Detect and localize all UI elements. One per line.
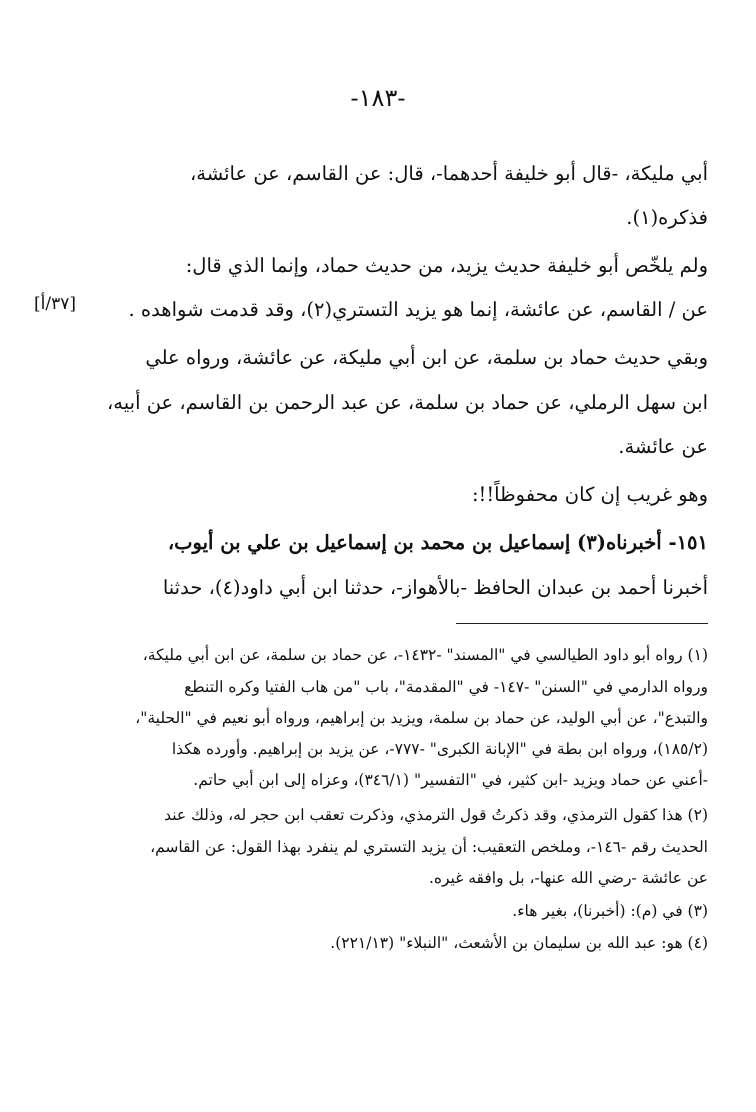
page-number: -١٨٣- [350,84,406,112]
footnote-1-line-2: ورواه الدارمي في "السنن" -١٤٧- في "المقدمة"، باب "من هاب الفتيا وكره التنطع [184,678,708,696]
margin-folio-reference: [٣٧/أ] [34,294,76,314]
body-line-4: عن / القاسم، عن عائشة، إنما هو يزيد التستري(٢)، وقد قدمت شواهده . [128,298,708,321]
body-line-10: أخبرنا أحمد بن عبدان الحافظ -بالأهواز-، حدثنا ابن أبي داود(٤)، حدثنا [162,576,708,599]
footnote-2-line-1: (٢) هذا كقول الترمذي، وقد ذكرتُ قول الترمذي، وذكرت تعقب ابن حجر له، وذلك عند [164,806,708,824]
body-line-6: ابن سهل الرملي، عن حماد بن سلمة، عن عبد الرحمن بن القاسم، عن أبيه، [107,391,708,414]
hadith-151-line: ١٥١- أخبرناه(٣) إسماعيل بن محمد بن إسماعيل بن علي بن أيوب، [167,531,708,554]
footnote-separator [456,623,708,624]
footnote-3: (٣) في (م): (أخبرنا)، بغير هاء. [512,902,708,920]
body-line-3: ولم يلخّص أبو خليفة حديث يزيد، من حديث حماد، وإنما الذي قال: [185,254,708,277]
footnote-1-line-4: (١٨٥/٢)، ورواه ابن بطة في "الإبانة الكبرى" -٧٧٧-، عن يزيد بن إبراهيم. وأورده هكذا [171,740,708,758]
body-line-2: فذكره(١). [626,206,708,229]
body-line-8: وهو غريب إن كان محفوظاً!!: [471,483,708,506]
footnote-1-line-3: والتبدع"، عن أبي الوليد، عن حماد بن سلمة، ويزيد بن إبراهيم، ورواه أبو نعيم في "الحلية"، [135,709,708,727]
footnote-4: (٤) هو: عبد الله بن سليمان بن الأشعث، "النبلاء" (٢٢١/١٣). [330,934,708,952]
footnote-2-line-3: عن عائشة -رضي الله عنها-، بل وافقه غيره. [428,869,708,887]
body-line-1: أبي مليكة، -قال أبو خليفة أحدهما-، قال: عن القاسم، عن عائشة، [189,162,708,185]
body-line-7: عن عائشة. [618,435,708,458]
footnote-1-line-1: (١) رواه أبو داود الطيالسي في "المسند" -١٤٣٢-، عن حماد بن سلمة، عن ابن أبي مليكة، [142,646,708,664]
body-line-5: وبقي حديث حماد بن سلمة، عن ابن أبي مليكة، عن عائشة، ورواه علي [145,346,708,369]
footnote-2-line-2: الحديث رقم -١٤٦-، وملخص التعقيب: أن يزيد التستري لم ينفرد بهذا القول: عن القاسم، [150,838,708,856]
footnote-1-line-5: -أعني عن حماد ويزيد -ابن كثير، في "التفسير" (٣٤٦/١)، وعزاه إلى ابن أبي حاتم. [193,771,708,789]
